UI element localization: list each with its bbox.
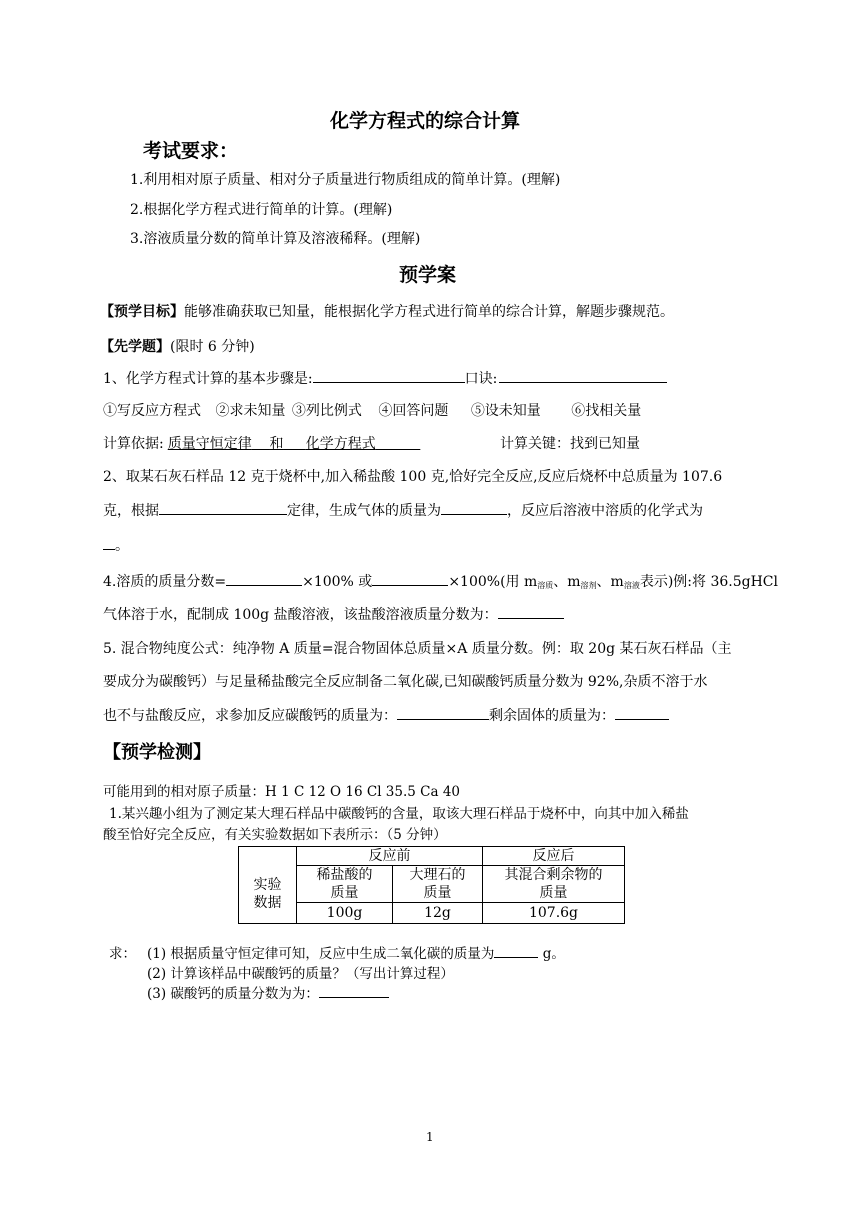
header-residue-2: 质量 xyxy=(539,885,568,901)
q2-period: 。 xyxy=(115,538,129,554)
q4-blank-3[interactable] xyxy=(498,603,564,619)
q4-sub-solution: 溶液 xyxy=(623,581,640,590)
experiment-data-table xyxy=(238,846,625,924)
q4-sep-2: 、m xyxy=(596,574,624,590)
q4-text-c: ×100%(用 m xyxy=(448,574,538,590)
step-4: ④回答问题 xyxy=(378,403,449,419)
q4-sep-1: 、m xyxy=(553,574,581,590)
q2-text-b: 定律，生成气体的质量为 xyxy=(287,503,441,519)
q4-blank-2[interactable] xyxy=(372,570,448,586)
table-corner xyxy=(239,847,297,866)
sub-question-3 xyxy=(147,982,389,1002)
q2-text-c: ，反应后溶液中溶质的化学式为 xyxy=(507,503,703,519)
sub-q1-unit: g。 xyxy=(542,946,565,962)
header-residue xyxy=(483,866,625,903)
q5-blank-residue[interactable] xyxy=(615,704,669,720)
step-3: ③列比例式 xyxy=(291,403,362,419)
question-1 xyxy=(103,367,667,388)
q1-mnemonic-label: 口诀: xyxy=(464,371,498,387)
question-4-line-1 xyxy=(103,570,778,591)
page-number: 1 xyxy=(426,1130,434,1144)
question-2-line-3 xyxy=(103,534,129,555)
step-1: ①写反应方程式 xyxy=(103,403,201,419)
value-marble: 12g xyxy=(393,903,483,924)
header-acid-2: 质量 xyxy=(330,885,359,901)
exam-item-1: 1.利用相对原子质量、相对分子质量进行物质组成的简单计算。(理解) xyxy=(130,172,561,188)
basis-and: 和 xyxy=(269,436,284,452)
steps-list xyxy=(103,400,641,420)
q1-text: 1、化学方程式计算的基本步骤是: xyxy=(103,371,313,387)
question-4-line-2 xyxy=(103,603,564,624)
exam-item-2: 2.根据化学方程式进行简单的计算。(理解) xyxy=(130,202,393,218)
header-marble-1: 大理石的 xyxy=(409,867,466,883)
goal-text: 能够准确获取已知量，能根据化学方程式进行简单的综合计算，解题步骤规范。 xyxy=(184,304,674,320)
q4-sub-solute: 溶质 xyxy=(537,581,554,590)
sub-question-2: (2) 计算该样品中碳酸钙的质量？（写出计算过程） xyxy=(147,966,454,982)
q4-blank-1[interactable] xyxy=(226,570,302,586)
q2-text-a: 克，根据 xyxy=(103,503,159,519)
basis-equation: 化学方程式 xyxy=(305,436,376,452)
value-acid: 100g xyxy=(297,903,393,924)
goal-label: 【预学目标】 xyxy=(100,304,184,320)
q5-text-b: 剩余固体的质量为： xyxy=(489,708,615,724)
ask-label: 求： xyxy=(109,946,136,962)
sub-question-1 xyxy=(147,942,565,962)
goal-line xyxy=(100,301,674,321)
step-2: ②求未知量 xyxy=(215,403,286,419)
q1-blank-steps[interactable] xyxy=(313,367,465,383)
header-acid xyxy=(297,866,393,903)
header-before: 反应前 xyxy=(297,847,483,866)
step-5: ⑤设未知量 xyxy=(470,403,541,419)
sub-q1-text: (1) 根据质量守恒定律可知，反应中生成二氧化碳的质量为 xyxy=(147,946,495,962)
header-acid-1: 稀盐酸的 xyxy=(316,867,373,883)
basis-law: 质量守恒定律 xyxy=(167,436,252,452)
pre-heading-line xyxy=(100,336,255,356)
q2-blank-formula[interactable] xyxy=(103,534,115,550)
pre-label: 【先学题】 xyxy=(100,339,170,355)
calculation-key: 计算关键：找到已知量 xyxy=(500,436,640,452)
row-label xyxy=(239,866,297,924)
value-residue: 107.6g xyxy=(483,903,625,924)
q4-text-b: ×100% 或 xyxy=(302,574,373,590)
q4-text-a: 4.溶质的质量分数= xyxy=(103,574,227,590)
question-5-line-3 xyxy=(103,704,669,725)
question-2-line-1: 2、取某石灰石样品 12 克于烧杯中,加入稀盐酸 100 克,恰好完全反应,反应后烧杯中总质量为 107.6 xyxy=(103,469,723,485)
q5-blank-caco3[interactable] xyxy=(397,704,489,720)
sub-q3-blank[interactable] xyxy=(319,983,389,998)
sub-q3-text: (3) 碳酸钙的质量分数为为： xyxy=(147,986,319,1002)
row-label-2: 数据 xyxy=(253,895,282,912)
header-residue-1: 其混合剩余物的 xyxy=(504,867,603,883)
header-marble-2: 质量 xyxy=(423,885,452,901)
sub-q1-blank[interactable] xyxy=(494,943,538,958)
basis-underlined xyxy=(168,436,421,452)
q5-text-a: 也不与盐酸反应，求参加反应碳酸钙的质量为： xyxy=(103,708,397,724)
step-6: ⑥找相关量 xyxy=(571,403,642,419)
problem-1-line-2: 酸至恰好完全反应，有关实验数据如下表所示：（5 分钟） xyxy=(103,827,447,843)
exam-requirements-heading: 考试要求： xyxy=(143,140,239,162)
q2-blank-law[interactable] xyxy=(159,499,287,515)
page-title: 化学方程式的综合计算 xyxy=(330,110,521,132)
header-after: 反应后 xyxy=(483,847,625,866)
calculation-basis xyxy=(103,433,420,453)
q2-blank-gas-mass[interactable] xyxy=(441,499,507,515)
header-marble xyxy=(393,866,483,903)
q1-blank-mnemonic[interactable] xyxy=(499,367,667,383)
exam-item-3: 3.溶液质量分数的简单计算及溶液稀释。(理解) xyxy=(130,231,421,247)
section-heading: 预学案 xyxy=(399,264,457,286)
check-heading: 【预学检测】 xyxy=(103,742,211,763)
row-label-1: 实验 xyxy=(253,877,282,894)
pre-time: (限时 6 分钟) xyxy=(170,339,255,355)
question-2-line-2 xyxy=(103,499,703,520)
question-5-line-1: 5. 混合物纯度公式：纯净物 A 质量=混合物固体总质量×A 质量分数。例：取 20g 某石灰石样品（主 xyxy=(103,641,732,657)
relative-atomic-masses: 可能用到的相对原子质量：H 1 C 12 O 16 Cl 35.5 Ca 40 xyxy=(103,784,460,800)
q4-text-d: 表示)例:将 36.5gHCl xyxy=(639,574,778,590)
q4-text-e: 气体溶于水，配制成 100g 盐酸溶液，该盐酸溶液质量分数为： xyxy=(103,607,498,623)
question-5-line-2: 要成分为碳酸钙）与足量稀盐酸完全反应制备二氧化碳,已知碳酸钙质量分数为 92%,杂质不溶于水 xyxy=(103,674,708,690)
q4-sub-solvent: 溶剂 xyxy=(580,581,597,590)
problem-1-line-1: 1.某兴趣小组为了测定某大理石样品中碳酸钙的含量，取该大理石样品于烧杯中，向其中加入稀盐 xyxy=(109,806,689,822)
basis-label: 计算依据: xyxy=(103,436,164,452)
